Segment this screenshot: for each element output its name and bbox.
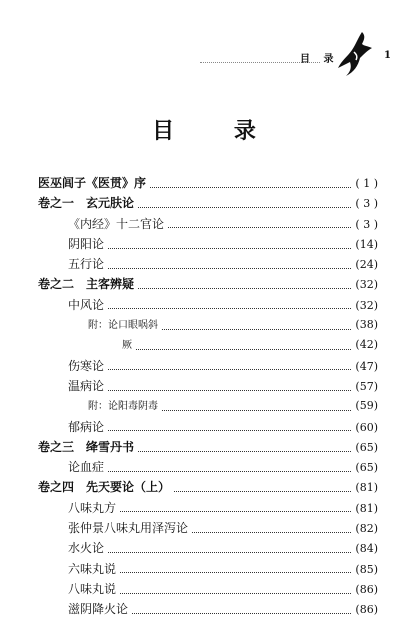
toc-entry <box>38 377 378 397</box>
toc-entry <box>38 438 378 458</box>
toc-entry <box>38 275 378 295</box>
toc-leader-dots <box>162 329 351 330</box>
toc-entry <box>38 397 378 417</box>
toc-leader-dots <box>136 349 351 350</box>
toc-entry-title: 张仲景八味丸用泽泻论 <box>68 521 189 536</box>
toc-entry <box>38 255 378 275</box>
toc-entry-page: (59) <box>355 399 378 413</box>
toc-entry-title: 八味丸方 <box>68 500 117 515</box>
toc-entry-page: (65) <box>355 461 378 475</box>
calligraphy-ornament-icon <box>332 28 378 78</box>
toc-entry-page: (32) <box>355 278 378 292</box>
toc-entry <box>38 235 378 255</box>
toc-entry <box>38 519 378 539</box>
toc-entry-title: 六味丸说 <box>68 561 117 576</box>
table-of-contents <box>38 174 378 621</box>
toc-entry-page: (81) <box>355 481 378 495</box>
toc-entry-title: 水火论 <box>68 541 105 556</box>
toc-entry-title: 附：论阳毒阴毒 <box>88 401 158 413</box>
toc-entry-page: (24) <box>355 258 378 272</box>
toc-entry-page: ( 3 ) <box>355 217 378 231</box>
toc-leader-dots <box>120 593 351 594</box>
toc-entry-page: (84) <box>355 542 378 556</box>
toc-entry <box>38 600 378 620</box>
toc-leader-dots <box>132 613 351 614</box>
toc-entry-title: 阴阳论 <box>68 236 105 251</box>
toc-leader-dots <box>150 187 351 188</box>
toc-entry <box>38 560 378 580</box>
toc-entry-title: 卷之三 绛雪丹书 <box>38 439 135 454</box>
toc-entry-page: (57) <box>355 379 378 393</box>
toc-entry-page: (85) <box>355 562 378 576</box>
toc-entry-page: (42) <box>355 338 378 352</box>
page-title: 目 录 <box>152 118 282 144</box>
toc-entry <box>38 499 378 519</box>
toc-leader-dots <box>120 511 351 512</box>
toc-entry-page: (47) <box>355 359 378 373</box>
toc-entry <box>38 458 378 478</box>
toc-entry-page: ( 1 ) <box>355 177 378 190</box>
toc-entry-title: 卷之二 主客辨疑 <box>38 277 135 292</box>
toc-leader-dots <box>138 207 351 208</box>
toc-entry <box>38 418 378 438</box>
toc-leader-dots <box>120 572 351 573</box>
toc-entry <box>38 357 378 377</box>
header-label: 目 录 <box>300 54 339 65</box>
toc-entry <box>38 336 378 356</box>
toc-entry-title: 论血症 <box>68 460 105 475</box>
toc-entry <box>38 478 378 498</box>
toc-leader-dots <box>138 288 351 289</box>
toc-entry-page: (86) <box>355 582 378 596</box>
toc-entry-page: (32) <box>355 298 378 312</box>
toc-entry-page: (14) <box>355 237 378 251</box>
toc-entry-page: (65) <box>355 440 378 454</box>
toc-entry-title: 中风论 <box>68 297 105 312</box>
toc-leader-dots <box>108 308 351 309</box>
toc-entry-title: 郁病论 <box>68 419 105 434</box>
toc-entry <box>38 580 378 600</box>
toc-entry-page: (82) <box>355 522 378 536</box>
toc-entry-title: 滋阴降火论 <box>68 602 129 617</box>
toc-leader-dots <box>138 451 351 452</box>
toc-leader-dots <box>108 430 351 431</box>
toc-entry-page: (60) <box>355 420 378 434</box>
header-page-number: 1 <box>384 50 391 61</box>
toc-entry-title: 温病论 <box>68 378 105 393</box>
toc-entry <box>38 539 378 559</box>
toc-leader-dots <box>108 471 351 472</box>
toc-entry-page: (38) <box>355 318 378 332</box>
toc-entry-title: 伤寒论 <box>68 358 105 373</box>
toc-entry-title: 卷之一 玄元肤论 <box>38 196 135 211</box>
toc-entry-title: 《内经》十二官论 <box>68 216 165 231</box>
toc-entry <box>38 174 378 194</box>
toc-leader-dots <box>192 532 351 533</box>
toc-leader-dots <box>162 410 351 411</box>
toc-entry-title: 厥 <box>122 340 132 352</box>
toc-entry <box>38 194 378 214</box>
toc-leader-dots <box>108 268 351 269</box>
toc-leader-dots <box>108 248 351 249</box>
toc-leader-dots <box>168 227 351 228</box>
toc-entry-title: 八味丸说 <box>68 581 117 596</box>
toc-entry-title: 医巫闾子《医贯》序 <box>38 176 147 190</box>
toc-entry-page: (86) <box>355 603 378 617</box>
toc-entry <box>38 316 378 336</box>
toc-entry-title: 五行论 <box>68 257 105 272</box>
toc-entry-title: 附：论口眼㖞斜 <box>88 320 158 332</box>
toc-entry-page: ( 3 ) <box>355 197 378 211</box>
toc-leader-dots <box>108 369 351 370</box>
toc-leader-dots <box>108 390 351 391</box>
toc-leader-dots <box>174 491 351 492</box>
toc-leader-dots <box>108 552 351 553</box>
toc-entry <box>38 215 378 235</box>
toc-entry-title: 卷之四 先天要论（上） <box>38 480 171 495</box>
toc-entry <box>38 296 378 316</box>
page-header <box>0 0 408 90</box>
toc-entry-page: (81) <box>355 501 378 515</box>
